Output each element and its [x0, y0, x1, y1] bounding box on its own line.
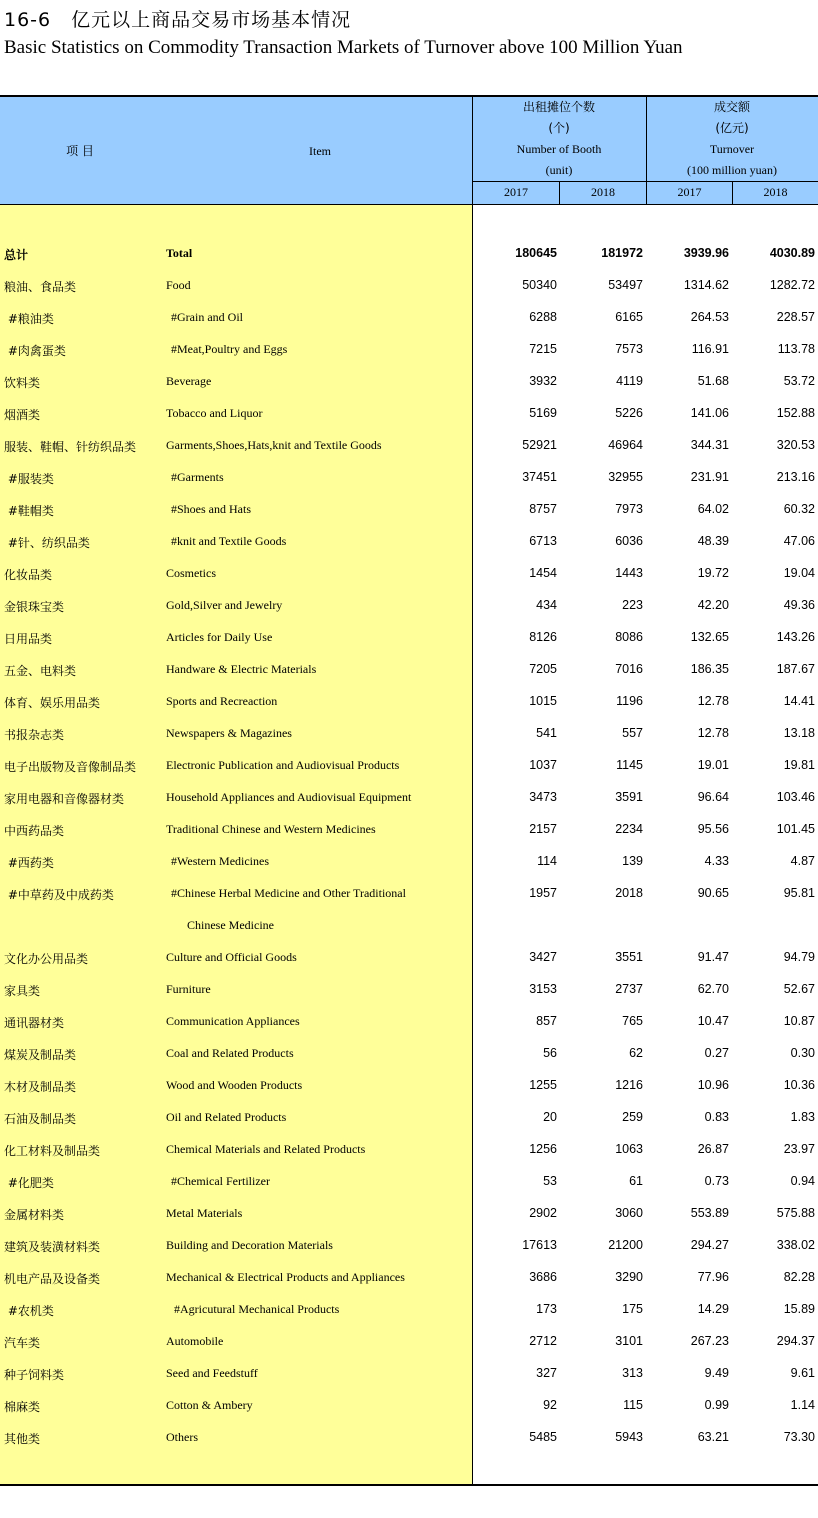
booth-2017-value: 114	[537, 854, 557, 868]
turnover-2017-value: 12.78	[697, 694, 729, 708]
row-label-english: Mechanical & Electrical Products and Appliances	[166, 1270, 405, 1284]
booth-2017-value: 434	[536, 598, 557, 612]
booth-2018-value: 62	[629, 1046, 643, 1060]
row-label-english: Total	[166, 246, 193, 260]
turnover-2017-value: 264.53	[690, 310, 729, 324]
table-row	[0, 814, 818, 846]
booth-2017-value: 1015	[529, 694, 557, 708]
turnover-2017-value: 267.23	[690, 1334, 729, 1348]
booth-unit-chinese: (个)	[548, 121, 570, 135]
turnover-header-english: Turnover	[709, 142, 755, 156]
turnover-2017-value: 51.68	[697, 374, 729, 388]
row-label-english: #Chemical Fertilizer	[171, 1174, 270, 1188]
turnover-2017-value: 231.91	[690, 470, 729, 484]
turnover-2017-value: 96.64	[697, 790, 729, 804]
table-row	[0, 462, 818, 494]
turnover-2017-value: 95.56	[697, 822, 729, 836]
row-label-english: Food	[166, 278, 191, 292]
row-label-english: Tobacco and Liquor	[166, 406, 263, 420]
table-row	[0, 750, 818, 782]
row-label-english: #Chinese Herbal Medicine and Other Traditional	[171, 886, 406, 900]
row-label-chinese: 煤炭及制品类	[4, 1048, 77, 1062]
row-label-chinese: #服装类	[4, 472, 54, 486]
turnover-2018-value: 1.14	[790, 1398, 815, 1412]
row-label-chinese: #农机类	[4, 1304, 54, 1318]
row-label-chinese: #针、纺织品类	[4, 536, 90, 550]
booth-header-chinese: 出租摊位个数	[522, 100, 595, 114]
booth-2018-value: 1443	[615, 566, 643, 580]
row-label-english: #Garments	[171, 470, 224, 484]
turnover-2017-value: 10.47	[697, 1014, 729, 1028]
booth-2017-value: 3427	[529, 950, 557, 964]
row-label-chinese: 饮料类	[4, 376, 41, 390]
booth-2017-value: 1255	[529, 1078, 557, 1092]
row-label-chinese: 日用品类	[4, 632, 53, 646]
turnover-2018-value: 60.32	[783, 502, 815, 516]
row-label-english: Chemical Materials and Related Products	[166, 1142, 366, 1156]
booth-2018-value: 32955	[608, 470, 643, 484]
table-row	[0, 1134, 818, 1166]
turnover-header-chinese: 成交额	[713, 100, 750, 114]
turnover-2018-value: 187.67	[776, 662, 815, 676]
turnover-2017-value: 0.27	[704, 1046, 729, 1060]
turnover-2017-value: 0.83	[704, 1110, 729, 1124]
booth-2018-value: 61	[629, 1174, 643, 1188]
row-label-chinese: 棉麻类	[4, 1400, 41, 1414]
turnover-2018-value: 19.81	[783, 758, 815, 772]
booth-2018-value: 3290	[615, 1270, 643, 1284]
booth-2018-value: 3101	[615, 1334, 643, 1348]
table-row	[0, 398, 818, 430]
year-header: 2018	[591, 185, 615, 199]
row-label-chinese: 金银珠宝类	[4, 600, 65, 614]
turnover-2017-value: 553.89	[690, 1206, 729, 1220]
booth-2018-value: 313	[622, 1366, 643, 1380]
booth-2018-value: 53497	[608, 278, 643, 292]
turnover-2018-value: 10.87	[783, 1014, 815, 1028]
turnover-unit-english: (100 million yuan)	[687, 163, 777, 177]
booth-2017-value: 3932	[529, 374, 557, 388]
table-row	[0, 878, 818, 910]
table-row	[0, 430, 818, 462]
header-divider	[473, 181, 818, 182]
turnover-2018-value: 338.02	[776, 1238, 815, 1252]
booth-2017-value: 2712	[529, 1334, 557, 1348]
booth-2018-value: 7573	[615, 342, 643, 356]
row-label-chinese: #化肥类	[4, 1176, 54, 1190]
booth-2017-value: 173	[536, 1302, 557, 1316]
row-label-chinese: 其他类	[4, 1432, 41, 1446]
turnover-2017-value: 4.33	[704, 854, 729, 868]
booth-2018-value: 557	[622, 726, 643, 740]
row-label-chinese: 文化办公用品类	[4, 952, 89, 966]
row-label-english: Cotton & Ambery	[166, 1398, 253, 1412]
booth-2017-value: 3153	[529, 982, 557, 996]
row-label-chinese: 体育、娱乐用品类	[4, 696, 101, 710]
row-label-chinese: 汽车类	[4, 1336, 41, 1350]
booth-group-header	[473, 97, 645, 181]
booth-2018-value: 139	[622, 854, 643, 868]
booth-2018-value: 6165	[615, 310, 643, 324]
row-label-english: Coal and Related Products	[166, 1046, 294, 1060]
turnover-2017-value: 0.99	[704, 1398, 729, 1412]
booth-2017-value: 6288	[529, 310, 557, 324]
booth-2017-value: 2157	[529, 822, 557, 836]
turnover-2017-value: 64.02	[697, 502, 729, 516]
table-row	[0, 1422, 818, 1454]
turnover-2017-value: 42.20	[697, 598, 729, 612]
turnover-2017-value: 186.35	[690, 662, 729, 676]
row-label-english: Furniture	[166, 982, 211, 996]
row-label-chinese: 粮油、食品类	[4, 280, 77, 294]
year-header: 2017	[504, 185, 528, 199]
row-label-english: #Western Medicines	[171, 854, 270, 868]
row-label-chinese: 中西药品类	[4, 824, 65, 838]
turnover-2018-value: 575.88	[776, 1206, 815, 1220]
row-label-chinese: #粮油类	[4, 312, 54, 326]
table-row	[0, 686, 818, 718]
table-row	[0, 526, 818, 558]
turnover-2018-value: 1282.72	[769, 278, 815, 292]
turnover-2018-value: 228.57	[776, 310, 815, 324]
booth-2017-value: 5485	[529, 1430, 557, 1444]
booth-2018-value: 1216	[615, 1078, 643, 1092]
row-label-chinese: 石油及制品类	[4, 1112, 77, 1126]
turnover-2018-value: 294.37	[776, 1334, 815, 1348]
turnover-2018-value: 52.67	[783, 982, 815, 996]
table-row	[0, 1198, 818, 1230]
booth-2017-value: 3686	[529, 1270, 557, 1284]
booth-2017-value: 180645	[515, 246, 557, 260]
booth-2017-value: 3473	[529, 790, 557, 804]
table-row	[0, 1070, 818, 1102]
item-header-chinese: 项 目	[66, 144, 94, 158]
row-label-chinese: #鞋帽类	[4, 504, 54, 518]
booth-2018-value: 175	[622, 1302, 643, 1316]
table-row	[0, 622, 818, 654]
row-label-chinese: 机电产品及设备类	[4, 1272, 101, 1286]
row-label-english: Building and Decoration Materials	[166, 1238, 333, 1252]
table-header	[0, 97, 818, 205]
table-row	[0, 1038, 818, 1070]
turnover-2017-value: 141.06	[690, 406, 729, 420]
table-bottom-rule	[0, 1484, 818, 1486]
turnover-2017-value: 91.47	[697, 950, 729, 964]
turnover-2018-value: 113.78	[777, 342, 815, 356]
turnover-2018-value: 320.53	[776, 438, 815, 452]
booth-2017-value: 6713	[529, 534, 557, 548]
booth-2017-value: 8757	[529, 502, 557, 516]
booth-2017-value: 7205	[529, 662, 557, 676]
turnover-2017-value: 14.29	[697, 1302, 729, 1316]
booth-2017-value: 37451	[522, 470, 557, 484]
row-label-chinese: 家具类	[4, 984, 41, 998]
row-label-english: Beverage	[166, 374, 212, 388]
row-label-english: Chinese Medicine	[181, 918, 274, 932]
row-label-chinese: 建筑及装潢材料类	[4, 1240, 101, 1254]
booth-2017-value: 52921	[522, 438, 557, 452]
turnover-2017-value: 344.31	[690, 438, 729, 452]
row-label-english: Cosmetics	[166, 566, 216, 580]
turnover-2018-value: 143.26	[776, 630, 815, 644]
row-label-chinese: 木材及制品类	[4, 1080, 77, 1094]
turnover-2017-value: 19.01	[697, 758, 729, 772]
row-label-english: Communication Appliances	[166, 1014, 300, 1028]
row-label-english: Others	[166, 1430, 198, 1444]
booth-2018-value: 5226	[615, 406, 643, 420]
booth-unit-english: (unit)	[545, 163, 573, 177]
row-label-english: Oil and Related Products	[166, 1110, 287, 1124]
booth-2018-value: 2234	[615, 822, 643, 836]
row-label-chinese: 通讯器材类	[4, 1016, 65, 1030]
row-label-chinese: 服装、鞋帽、针纺织品类	[4, 440, 137, 454]
year-header: 2018	[763, 185, 788, 199]
table-title-chinese: 16-6 亿元以上商品交易市场基本情况	[4, 9, 352, 31]
booth-2018-value: 46964	[608, 438, 643, 452]
booth-2018-value: 1196	[616, 694, 643, 708]
turnover-2018-value: 103.46	[776, 790, 815, 804]
turnover-2018-value: 0.94	[790, 1174, 815, 1188]
row-label-chinese: 金属材料类	[4, 1208, 65, 1222]
row-label-english: Gold,Silver and Jewelry	[166, 598, 283, 612]
turnover-2018-value: 53.72	[783, 374, 815, 388]
booth-2018-value: 1145	[616, 758, 643, 772]
row-label-chinese: 家用电器和音像器材类	[4, 792, 125, 806]
turnover-2017-value: 0.73	[704, 1174, 729, 1188]
booth-2017-value: 56	[543, 1046, 557, 1060]
booth-2018-value: 259	[622, 1110, 643, 1124]
row-label-chinese: 烟酒类	[4, 408, 41, 422]
turnover-2017-value: 62.70	[697, 982, 729, 996]
table-row	[0, 1358, 818, 1390]
booth-2017-value: 8126	[529, 630, 557, 644]
turnover-2017-value: 9.49	[704, 1366, 729, 1380]
row-label-english: Traditional Chinese and Western Medicines	[166, 822, 376, 836]
table-row	[0, 1262, 818, 1294]
row-label-chinese: #肉禽蛋类	[4, 344, 66, 358]
row-label-english: #Agricutural Mechanical Products	[171, 1302, 340, 1316]
turnover-2018-value: 213.16	[776, 470, 815, 484]
table-row	[0, 782, 818, 814]
turnover-2018-value: 47.06	[783, 534, 815, 548]
turnover-2017-value: 12.78	[697, 726, 729, 740]
table-row	[0, 654, 818, 686]
booth-2018-value: 2737	[615, 982, 643, 996]
row-label-chinese: 总计	[4, 248, 29, 262]
statistics-table	[0, 95, 818, 1486]
table-row	[0, 270, 818, 302]
turnover-2017-value: 48.39	[697, 534, 729, 548]
turnover-2017-value: 1314.62	[683, 278, 729, 292]
booth-2017-value: 857	[536, 1014, 557, 1028]
turnover-2017-value: 294.27	[690, 1238, 729, 1252]
turnover-2018-value: 4.87	[790, 854, 815, 868]
table-row	[0, 942, 818, 974]
booth-2018-value: 21200	[608, 1238, 643, 1252]
turnover-2018-value: 4030.89	[769, 246, 815, 260]
row-label-english: Automobile	[166, 1334, 224, 1348]
year-header: 2017	[677, 185, 702, 199]
turnover-2017-value: 19.72	[697, 566, 729, 580]
row-label-english: Sports and Recreaction	[166, 694, 278, 708]
booth-2018-value: 4119	[616, 374, 643, 388]
row-label-chinese: 五金、电料类	[4, 664, 77, 678]
booth-2017-value: 1454	[529, 566, 557, 580]
table-row	[0, 558, 818, 590]
table-row	[0, 1326, 818, 1358]
booth-2018-value: 2018	[615, 886, 643, 900]
table-row	[0, 718, 818, 750]
booth-2018-value: 223	[622, 598, 643, 612]
turnover-2017-value: 90.65	[697, 886, 729, 900]
booth-2018-value: 6036	[615, 534, 643, 548]
table-row	[0, 974, 818, 1006]
row-label-english: Articles for Daily Use	[166, 630, 273, 644]
row-label-english: Handware & Electric Materials	[166, 662, 317, 676]
row-label-chinese: 种子饲料类	[4, 1368, 65, 1382]
turnover-2017-value: 63.21	[697, 1430, 729, 1444]
row-label-english: #Meat,Poultry and Eggs	[171, 342, 288, 356]
booth-2018-value: 7973	[615, 502, 643, 516]
turnover-2017-value: 116.91	[691, 342, 729, 356]
booth-2017-value: 541	[536, 726, 557, 740]
table-row	[0, 1294, 818, 1326]
table-row	[0, 910, 818, 942]
booth-2018-value: 3060	[615, 1206, 643, 1220]
turnover-2018-value: 1.83	[790, 1110, 815, 1124]
turnover-2017-value: 3939.96	[683, 246, 729, 260]
row-label-chinese: 书报杂志类	[4, 728, 65, 742]
turnover-2018-value: 23.97	[783, 1142, 815, 1156]
row-label-chinese: 电子出版物及音像制品类	[4, 760, 137, 774]
turnover-2018-value: 49.36	[783, 598, 815, 612]
table-row	[0, 1166, 818, 1198]
booth-2018-value: 7016	[615, 662, 643, 676]
row-label-english: #Grain and Oil	[171, 310, 243, 324]
row-label-english: Electronic Publication and Audiovisual Products	[166, 758, 400, 772]
row-label-chinese: 化工材料及制品类	[4, 1144, 101, 1158]
table-row	[0, 1102, 818, 1134]
turnover-2018-value: 95.81	[783, 886, 815, 900]
table-row	[0, 494, 818, 526]
turnover-2017-value: 77.96	[697, 1270, 729, 1284]
table-row	[0, 366, 818, 398]
table-row	[0, 302, 818, 334]
table-row	[0, 1006, 818, 1038]
row-label-english: Household Appliances and Audiovisual Equipment	[166, 790, 412, 804]
row-label-english: Wood and Wooden Products	[166, 1078, 303, 1092]
booth-2017-value: 5169	[529, 406, 557, 420]
item-header-english: Item	[309, 144, 331, 158]
table-row	[0, 1390, 818, 1422]
booth-2017-value: 1256	[529, 1142, 557, 1156]
turnover-unit-chinese: (亿元)	[715, 121, 749, 135]
row-label-english: Garments,Shoes,Hats,knit and Textile Goods	[166, 438, 382, 452]
row-label-english: Culture and Official Goods	[166, 950, 297, 964]
turnover-2018-value: 0.30	[790, 1046, 815, 1060]
turnover-2017-value: 132.65	[690, 630, 729, 644]
row-label-english: Newspapers & Magazines	[166, 726, 292, 740]
booth-2017-value: 17613	[522, 1238, 557, 1252]
booth-2018-value: 765	[622, 1014, 643, 1028]
booth-2017-value: 1037	[529, 758, 557, 772]
booth-2018-value: 5943	[615, 1430, 643, 1444]
row-label-chinese: 化妆品类	[4, 568, 53, 582]
turnover-2018-value: 73.30	[783, 1430, 815, 1444]
turnover-2017-value: 26.87	[697, 1142, 729, 1156]
row-label-english: Seed and Feedstuff	[166, 1366, 258, 1380]
row-label-english: #knit and Textile Goods	[171, 534, 287, 548]
booth-2017-value: 50340	[522, 278, 557, 292]
turnover-2018-value: 15.89	[783, 1302, 815, 1316]
turnover-2018-value: 10.36	[783, 1078, 815, 1092]
booth-2018-value: 3591	[615, 790, 643, 804]
row-label-english: #Shoes and Hats	[171, 502, 251, 516]
turnover-2017-value: 10.96	[697, 1078, 729, 1092]
row-label-english: Metal Materials	[166, 1206, 243, 1220]
booth-2018-value: 8086	[615, 630, 643, 644]
turnover-2018-value: 82.28	[783, 1270, 815, 1284]
turnover-2018-value: 152.88	[776, 406, 815, 420]
booth-2017-value: 2902	[529, 1206, 557, 1220]
turnover-2018-value: 13.18	[783, 726, 815, 740]
table-row	[0, 590, 818, 622]
row-label-chinese: #西药类	[4, 856, 54, 870]
booth-2018-value: 1063	[615, 1142, 643, 1156]
table-row	[0, 1230, 818, 1262]
booth-2017-value: 53	[543, 1174, 557, 1188]
booth-2017-value: 327	[536, 1366, 557, 1380]
booth-2018-value: 181972	[601, 246, 643, 260]
turnover-2018-value: 14.41	[783, 694, 815, 708]
table-row	[0, 238, 818, 270]
turnover-group-header	[646, 97, 818, 181]
turnover-2018-value: 94.79	[783, 950, 815, 964]
booth-2017-value: 1957	[529, 886, 557, 900]
table-row	[0, 846, 818, 878]
table-row	[0, 334, 818, 366]
turnover-2018-value: 19.04	[783, 566, 815, 580]
booth-header-english: Number of Booth	[516, 142, 602, 156]
booth-2017-value: 92	[543, 1398, 557, 1412]
booth-2018-value: 3551	[615, 950, 643, 964]
booth-2018-value: 115	[623, 1398, 643, 1412]
turnover-2018-value: 9.61	[790, 1366, 815, 1380]
turnover-2018-value: 101.45	[776, 822, 815, 836]
row-label-chinese: #中草药及中成药类	[4, 888, 114, 902]
table-title-english: Basic Statistics on Commodity Transaction Markets of Turnover above 100 Million Yuan	[4, 37, 683, 58]
booth-2017-value: 7215	[529, 342, 557, 356]
booth-2017-value: 20	[543, 1110, 557, 1124]
